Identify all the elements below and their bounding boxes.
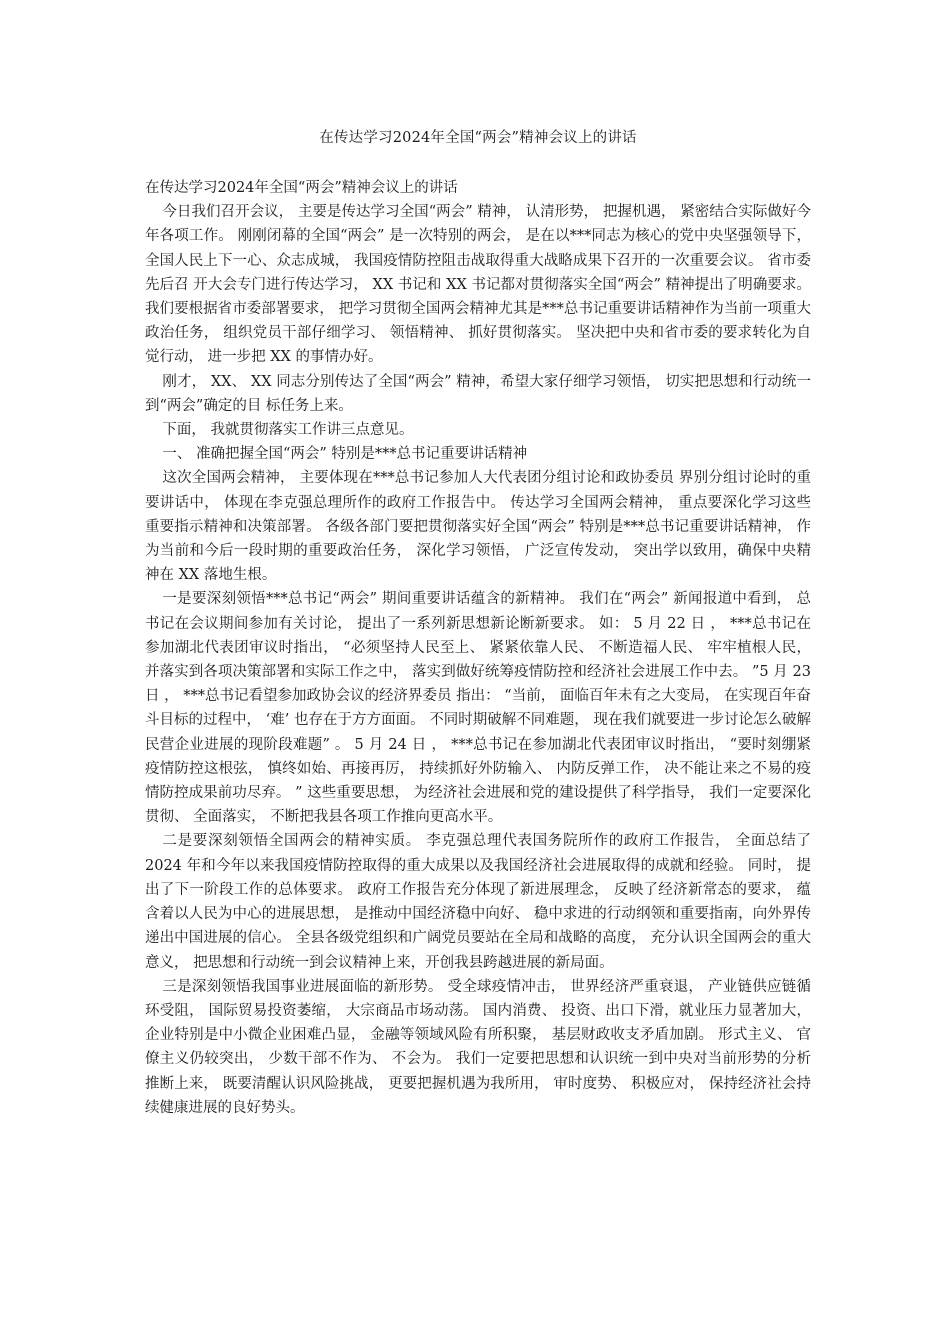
paragraph-point-one: 一是要深刻领悟***总书记“两会” 期间重要讲话蕴含的新精神。 我们在“两会” 新闻报道中看到， 总书记在会议期间参加有关讨论， 提出了一系列新思想新论断新要求。 如： 5 月 22 日 ， ***总书记在参加湖北代表团审议时指出， “必须坚持人民至上、 紧紧依靠人民、 不断造福人民、 牢牢植根人民， 并落实到各项决策部署和实际工作之中， 落实到做好统筹疫情防控和经济社会进展工作中去。 ”5 月 23 日 ， ***总书记看望参加政协会议的经济界委员 指出： “当前， 面临百年未有之大变局， 在实现百年奋斗目标的过程中， ‘难’ 也存在于方方面面。 不同时期破解不同难题， 现在我们就要进一步讨论怎么破解民营企业进展的现阶段难题” 。 5 月 24 日 ， ***总书记在参加湖北代表团审议时指出， “要时刻绷紧疫情防控这根弦， 慎终如始、再接再厉， 持续抓好外防输入、 内防反弹工作， 决不能让来之不易的疫情防控成果前功尽弃。 ” 这些重要思想， 为经济社会进展和党的建设提供了科学指导， 我们一定要深化贯彻、 全面落实， 不断把我县各项工作推向更高水平。: [145, 591, 811, 826]
paragraph-point-three: 三是深刻领悟我国事业进展面临的新形势。 受全球疫情冲击， 世界经济严重衰退， 产业链供应链循环受阻， 国际贸易投资萎缩， 大宗商品市场动荡。 国内消费、 投资、出口下滑，就业压力显著加大， 企业特别是中小微企业困难凸显， 金融等领域风险有所积聚， 基层财政收支矛盾加剧。 形式主义、 官僚主义仍较突出， 少数干部不作为、 不会为。 我们一定要把思想和认识统一到中央对当前形势的分析推断上来， 既要清醒认识风险挑战， 更要把握机遇为我所用， 审时度势、 积极应对， 保持经济社会持续健康进展的良好势头。: [145, 978, 811, 1116]
document-subtitle: 在传达学习2024年全国“两会”精神会议上的讲话: [145, 180, 458, 196]
paragraph-intro-points: 下面， 我就贯彻落实工作讲三点意见。: [162, 422, 414, 439]
paragraph-section-one: 这次全国两会精神， 主要体现在***总书记参加人大代表团分组讨论和政协委员 界别分组讨论时的重要讲话中， 体现在李克强总理所作的政府工作报告中。 传达学习全国两会精神， 重点要深化学习这些重要指示精神和决策部署。 各级各部门要把贯彻落实好全国“两会” 特别是***总书记重要讲话精神， 作为当前和今后一段时期的重要政治任务， 深化学习领悟， 广泛宣传发动， 突出学以致用，确保中央精神在 XX 落地生根。: [145, 470, 811, 584]
section-heading-one: 一、 准确把握全国“两会” 特别是***总书记重要讲话精神: [162, 446, 528, 463]
document-page: [145, 0, 811, 1344]
paragraph-opening: 今日我们召开会议， 主要是传达学习全国“两会” 精神， 认清形势， 把握机遇， 紧密结合实际做好今年各项工作。 刚刚闭幕的全国“两会” 是一次特别的两会， 是在以***同志为核心的党中央坚强领导下， 全国人民上下一心、众志成城， 我国疫情防控阻击战取得重大战略成果下召开的一次重要会议。 省市委先后召 开大会专门进行传达学习， XX 书记和 XX 书记都对贯彻落实全国“两会” 精神提出了明确要求。 我们要根据省市委部署要求， 把学习贯彻全国两会精神尤其是***总书记重要讲话精神作为当前一项重大政治任务， 组织党员干部仔细学习、 领悟精神、 抓好贯彻落实。 坚决把中央和省市委的要求转化为自 觉行动， 进一步把 XX 的事情办好。: [145, 204, 811, 366]
paragraph-point-two: 二是要深刻领悟全国两会的精神实质。 李克强总理代表国务院所作的政府工作报告， 全面总结了 2024 年和今年以来我国疫情防控取得的重大成果以及我国经济社会进展取得的成就和经验。 同时， 提出了下一阶段工作的总体要求。 政府工作报告充分体现了新进展理念， 反映了经济新常态的要求， 蕴含着以人民为中心的进展思想， 是推动中国经济稳中向好、 稳中求进的行动纲领和重要指南，向外界传递出中国进展的信心。 全县各级党组织和广阔党员要站在全局和战略的高度， 充分认识全国两会的重大意义， 把思想和行动统一到会议精神上来，开创我县跨越进展的新局面。: [145, 833, 811, 971]
document-body: [145, 176, 811, 1120]
paragraph-relay: 刚才， XX、 XX 同志分别传达了全国“两会” 精神，希望大家仔细学习领悟， 切实把思想和行动统一到“两会”确定的目 标任务上来。: [145, 373, 811, 414]
document-title: 在传达学习2024年全国“两会”精神会议上的讲话: [319, 130, 637, 146]
